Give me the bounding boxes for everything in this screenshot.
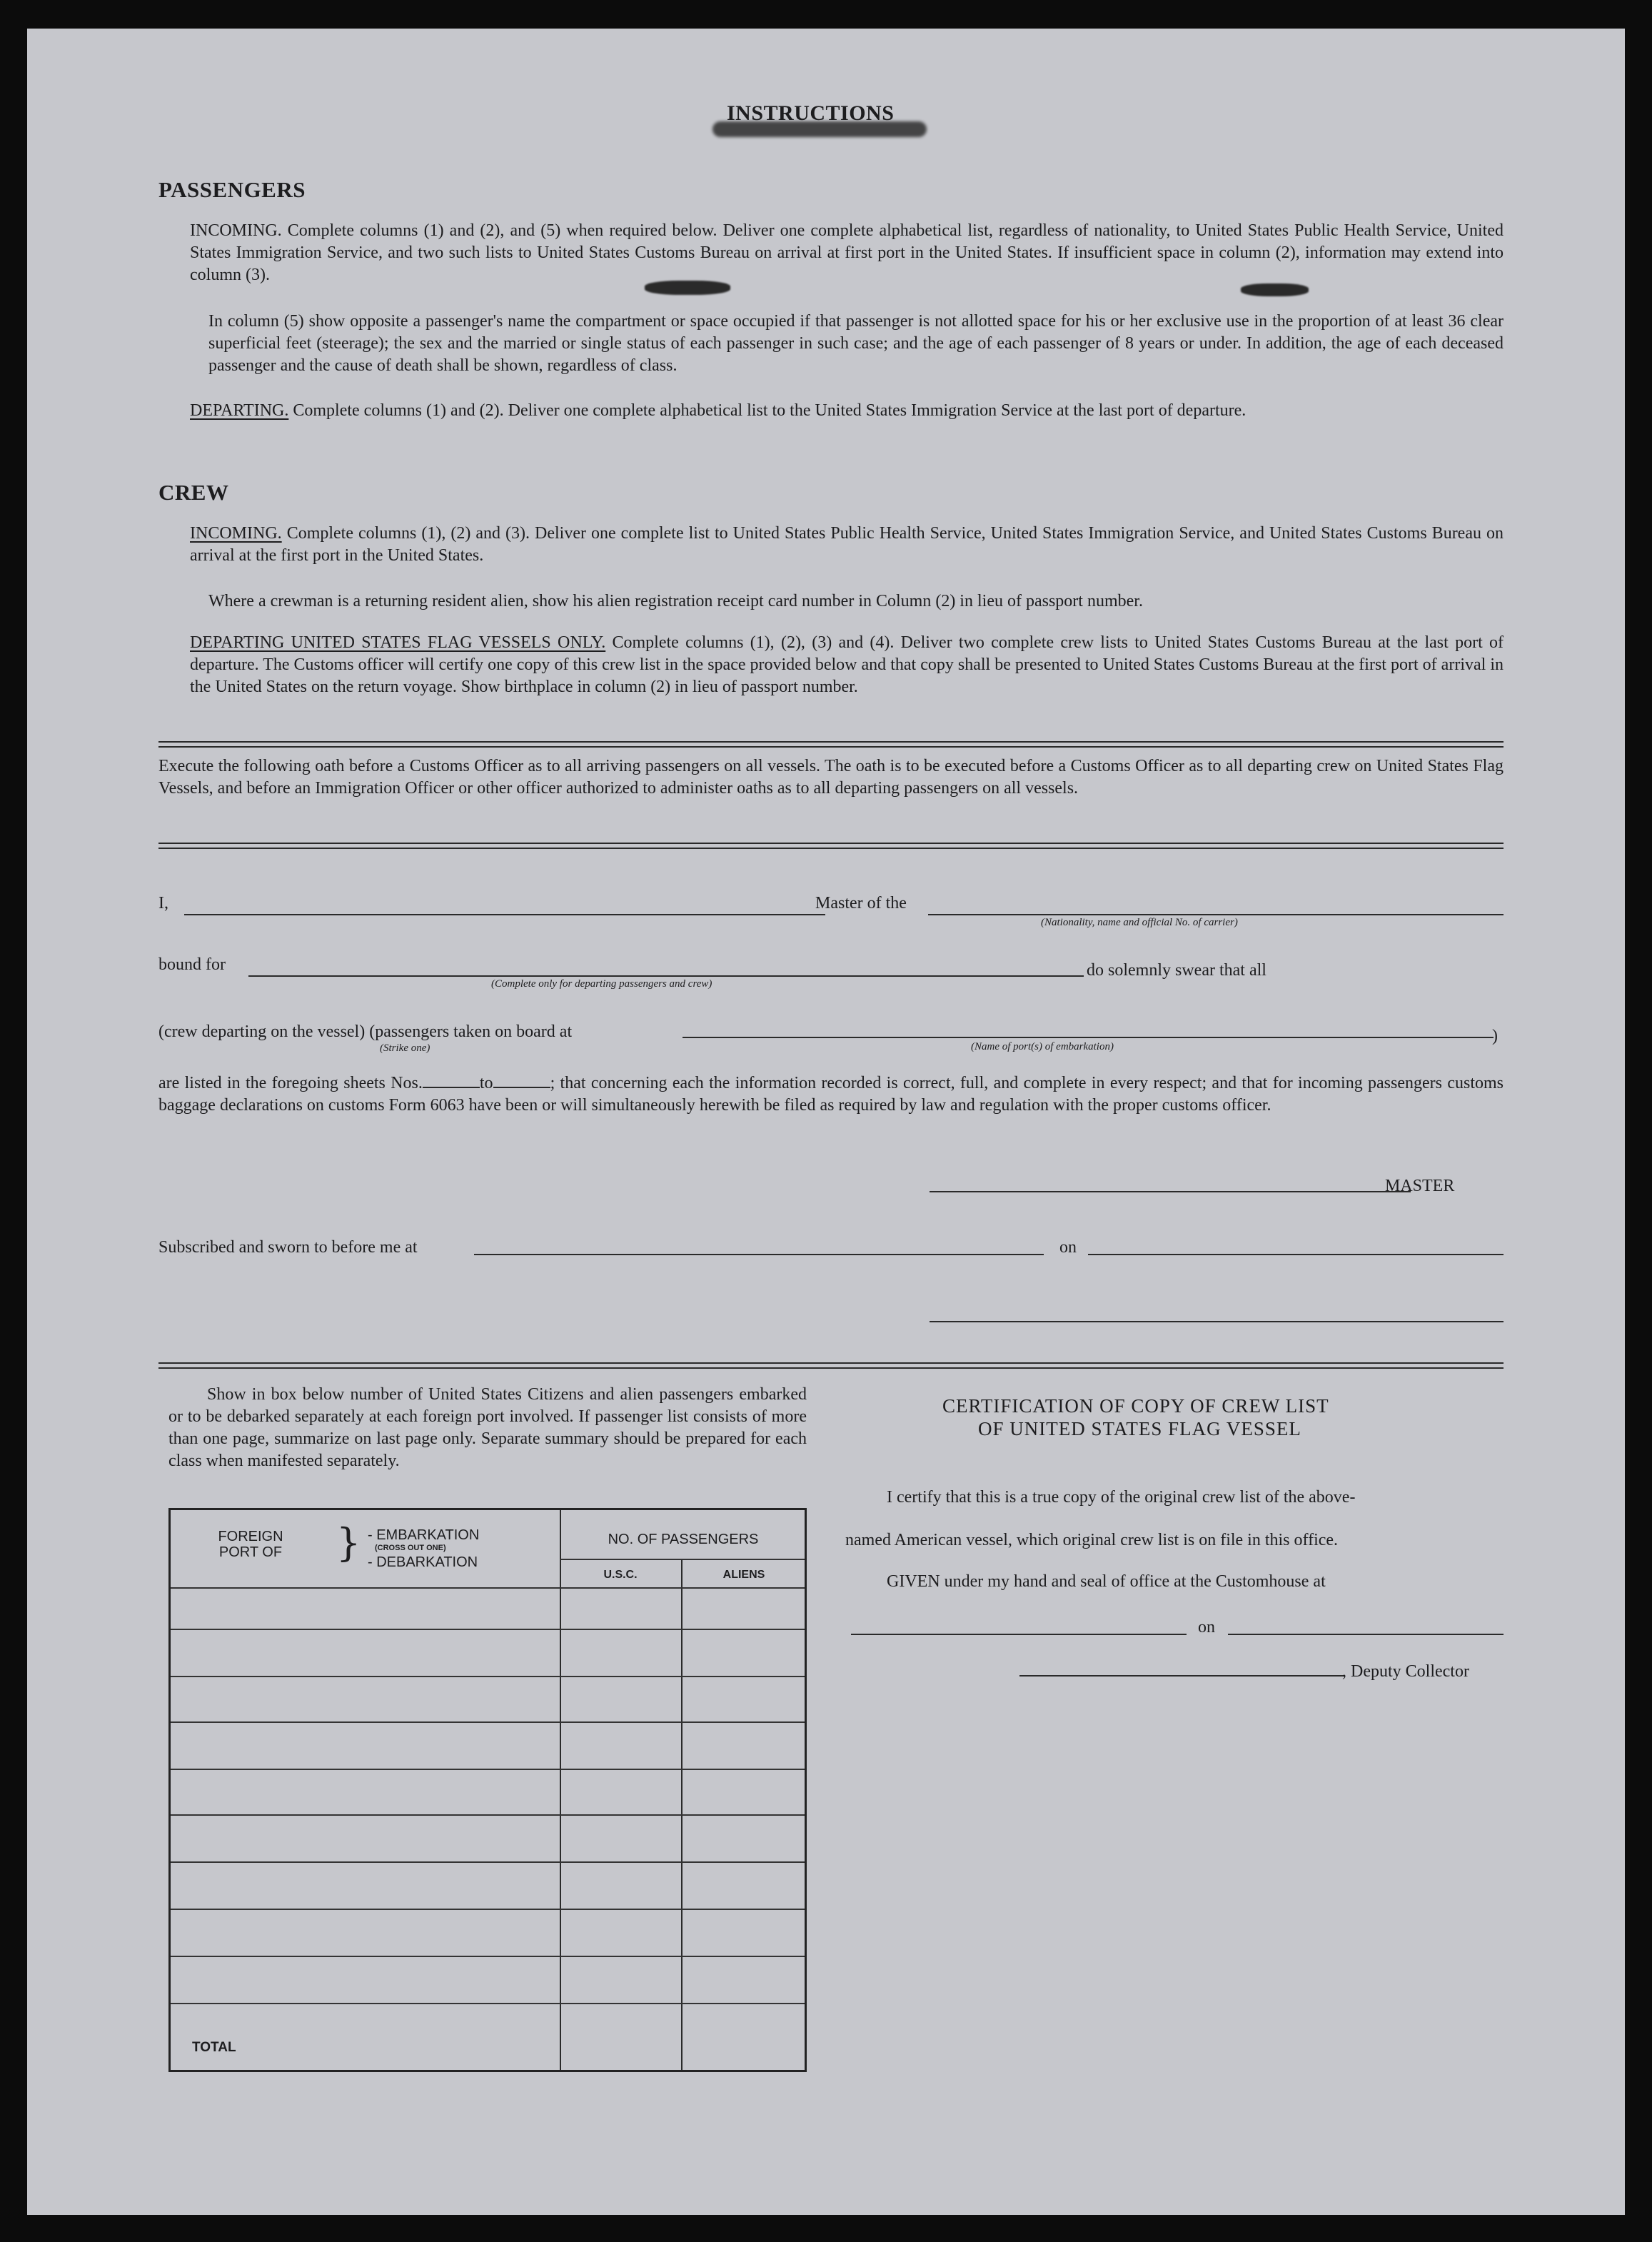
certification-heading-2: OF UNITED STATES FLAG VESSEL bbox=[978, 1418, 1301, 1439]
deputy-collector-signature-field[interactable] bbox=[1019, 1675, 1344, 1677]
crew-departing-label: DEPARTING UNITED STATES FLAG VESSELS ONLY. bbox=[190, 633, 606, 652]
strike-one-caption: (Strike one) bbox=[380, 1042, 430, 1054]
table-row bbox=[171, 1676, 805, 1677]
col-aliens: ALIENS bbox=[722, 1569, 765, 1581]
master-name-field[interactable] bbox=[184, 914, 825, 915]
passengers-incoming-paragraph bbox=[190, 220, 1504, 286]
col-embarkation: - EMBARKATION bbox=[368, 1527, 480, 1543]
passenger-summary-table bbox=[168, 1508, 807, 2072]
table-row bbox=[171, 1629, 805, 1630]
section-divider bbox=[158, 741, 1504, 748]
crew-incoming-label: INCOMING. bbox=[190, 524, 282, 543]
crew-heading: CREW bbox=[158, 480, 229, 505]
deputy-collector-label: , Deputy Collector bbox=[1342, 1662, 1469, 1681]
sheet-from-field[interactable] bbox=[423, 1072, 480, 1088]
col-usc: U.S.C. bbox=[603, 1569, 638, 1581]
embarkation-port-field[interactable] bbox=[683, 1037, 1494, 1038]
total-label: TOTAL bbox=[192, 2040, 236, 2055]
passengers-incoming-p2: In column (5) show opposite a passenger's name the compartment or space occupied if that passenger is not allotted space for his or her exclusive use in the proportion of at least 36 clear superficial feet (steerage); the sex and the married or single status of each passenger in such case; and the age of each passenger of 8 years or under. In addition, the age of each deceased passenger and the cause of death shall be shown, regardless of class. bbox=[208, 312, 1504, 375]
customhouse-field[interactable] bbox=[851, 1634, 1187, 1635]
passengers-departing-paragraph bbox=[190, 400, 1504, 422]
port-caption: (Name of port(s) of embarkation) bbox=[971, 1041, 1114, 1052]
certification-date-field[interactable] bbox=[1228, 1634, 1504, 1635]
nationality-caption: (Nationality, name and official No. of carrier) bbox=[1041, 917, 1238, 928]
subscribed-place-field[interactable] bbox=[474, 1254, 1044, 1255]
bound-for-field[interactable] bbox=[248, 975, 1084, 977]
listed-prefix: are listed in the foregoing sheets Nos. bbox=[158, 1074, 423, 1092]
table-row bbox=[171, 2003, 805, 2004]
oath-i-label: I, bbox=[158, 894, 168, 913]
passengers-departing-label: DEPARTING. bbox=[190, 401, 289, 420]
passengers-heading: PASSENGERS bbox=[158, 177, 306, 202]
passengers-incoming-text: Complete columns (1) and (2), and (5) when required below. Deliver one complete alphabetical list, regardless of nationality, to United States Public Health Service, United States Immigration Service, and two such lists to United States Customs Bureau on arrival at first port in the United States. If insufficient space in column (2), information may extend into column (3). bbox=[190, 221, 1504, 284]
ink-smudge bbox=[645, 281, 730, 295]
listed-paragraph bbox=[158, 1072, 1504, 1117]
subscribed-date-field[interactable] bbox=[1088, 1254, 1504, 1255]
form-sheet bbox=[27, 29, 1625, 2215]
complete-only-caption: (Complete only for departing passengers and crew) bbox=[491, 978, 712, 990]
carrier-field[interactable] bbox=[928, 914, 1504, 915]
crew-departing-label: (crew departing on the vessel) (passengers taken on board at bbox=[158, 1022, 573, 1041]
to-word: to bbox=[479, 1074, 493, 1092]
listed-rest: ; that concerning each the information recorded is correct, full, and complete in every respect; and that for incoming passengers customs baggage declarations on customs Form 6063 have been or will simultaneously herewith be filed as required by law and regulation with the proper customs officer. bbox=[158, 1074, 1504, 1115]
passengers-incoming-label: INCOMING. bbox=[190, 221, 282, 240]
certification-on-label: on bbox=[1198, 1618, 1215, 1637]
crew-resident-paragraph: Where a crewman is a returning resident alien, show his alien registration receipt card number in Column (2) in lieu of passport number. bbox=[208, 592, 1143, 610]
master-of-label: Master of the bbox=[815, 894, 907, 913]
certification-text-2: named American vessel, which original crew list is on file in this office. bbox=[845, 1531, 1339, 1549]
passengers-departing-text: Complete columns (1) and (2). Deliver one complete alphabetical list to the United States Immigration Service at the last port of departure. bbox=[293, 401, 1246, 420]
col-foreign-port: FOREIGN PORT OF bbox=[218, 1529, 283, 1560]
table-header-bottom bbox=[171, 1587, 805, 1589]
subscribed-label: Subscribed and sworn to before me at bbox=[158, 1238, 418, 1257]
master-signature-field[interactable] bbox=[930, 1191, 1411, 1192]
close-paren: ) bbox=[1492, 1027, 1498, 1045]
oath-intro: Execute the following oath before a Customs Officer as to all arriving passengers on all vessels. The oath is to be executed before a Customs Officer as to all departing crew on United States Flag Vessels, and before an Immigration Officer or other officer authorized to administer oaths as to all departing passengers on all vessels. bbox=[158, 757, 1504, 798]
summary-instructions: Show in box below number of United States Citizens and alien passengers embarked or to be debarked separately at each foreign port involved. If passenger list consists of more than one page, summarize on last page only. Separate summary should be prepared for each class when manifested separately. bbox=[168, 1385, 807, 1470]
sheet-to-field[interactable] bbox=[493, 1072, 550, 1088]
bound-for-label: bound for bbox=[158, 955, 226, 974]
crew-departing-text: Complete columns (1), (2), (3) and (4). Deliver two complete crew lists to United States Customs Bureau at the last port of departure. The Customs officer will certify one copy of this crew list in the space provided below and that copy shall be presented to United States Customs Bureau at the first port of arrival in the United States on the return voyage. Show birthplace in column (2) in lieu of passport number. bbox=[190, 633, 1504, 696]
certification-text-1: I certify that this is a true copy of the original crew list of the above- bbox=[887, 1488, 1356, 1507]
table-row bbox=[171, 1721, 805, 1723]
certification-given: GIVEN under my hand and seal of office at the Customhouse at bbox=[887, 1572, 1326, 1591]
cross-out-caption: (CROSS OUT ONE) bbox=[375, 1544, 446, 1552]
ink-smudge bbox=[1241, 283, 1309, 296]
section-divider bbox=[158, 1362, 1504, 1369]
crew-incoming-text: Complete columns (1), (2) and (3). Deliver one complete list to United States Public Health Service, United States Immigration Service, and United States Customs Bureau on arrival at the first port in the United States. bbox=[190, 524, 1504, 565]
table-row bbox=[171, 1861, 805, 1863]
solemnly-swear-label: do solemnly swear that all bbox=[1087, 961, 1266, 980]
table-col-divider bbox=[560, 1510, 561, 2070]
section-divider bbox=[158, 843, 1504, 849]
officer-signature-field[interactable] bbox=[930, 1321, 1504, 1322]
master-label: MASTER bbox=[1385, 1177, 1455, 1195]
table-row bbox=[171, 1909, 805, 1910]
table-row bbox=[171, 1769, 805, 1770]
subscribed-on-label: on bbox=[1059, 1238, 1077, 1257]
brace-icon: } bbox=[336, 1520, 361, 1565]
crew-incoming-paragraph bbox=[190, 523, 1504, 567]
table-header-divider bbox=[560, 1559, 805, 1560]
page-title: INSTRUCTIONS bbox=[727, 101, 895, 125]
table-row bbox=[171, 1956, 805, 1957]
col-no-of-passengers: NO. OF PASSENGERS bbox=[608, 1532, 759, 1547]
certification-heading-1: CERTIFICATION OF COPY OF CREW LIST bbox=[942, 1395, 1329, 1417]
table-row bbox=[171, 1814, 805, 1816]
col-debarkation: - DEBARKATION bbox=[368, 1554, 478, 1570]
crew-departing-paragraph bbox=[190, 632, 1504, 698]
